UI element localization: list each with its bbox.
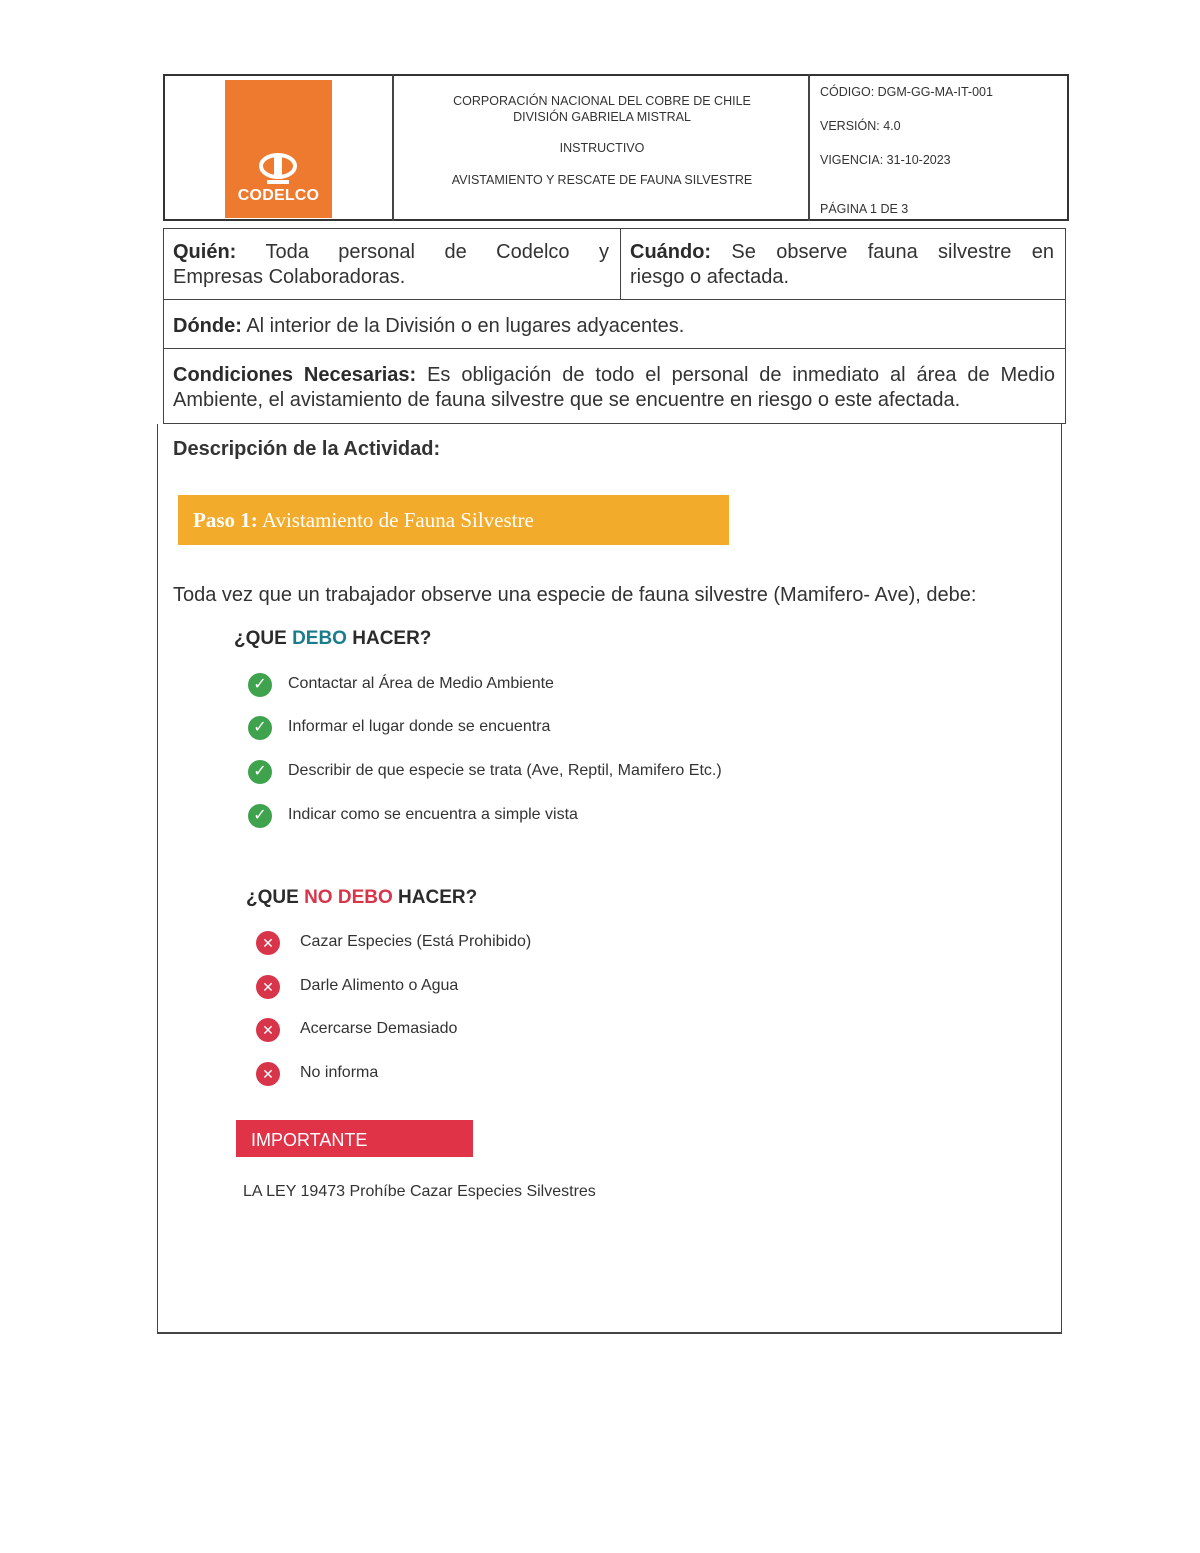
document-version: VERSIÓN: 4.0 [820, 119, 901, 133]
table-border [620, 228, 621, 299]
quien-line1: Quién: Toda personal de Codelco y [173, 241, 609, 263]
list-item: Darle Alimento o Agua [300, 977, 459, 994]
list-item: No informa [300, 1064, 379, 1081]
x-circle-icon: ✕ [256, 1062, 280, 1086]
document-title: AVISTAMIENTO Y RESCATE DE FAUNA SILVESTRE [451, 173, 753, 187]
importante-banner: IMPORTANTE [236, 1120, 473, 1157]
quien-label: Quién: [173, 241, 237, 263]
table-border [1061, 424, 1062, 1333]
document-type: INSTRUCTIVO [559, 141, 645, 155]
table-border [163, 228, 164, 424]
check-circle-icon: ✓ [248, 804, 272, 828]
table-border [157, 1332, 1062, 1334]
check-circle-icon: ✓ [248, 716, 272, 740]
cuando-line2: riesgo o afectada. [630, 266, 789, 288]
page-number: PÁGINA 1 DE 3 [820, 202, 909, 216]
condiciones-line1: Condiciones Necesarias: Es obligación de todo el personal de inmediato al área de Medio [173, 364, 1055, 386]
descripcion-title: Descripción de la Actividad: [173, 438, 441, 460]
logo-text: CODELCO [237, 187, 320, 204]
table-border [163, 299, 1066, 300]
donde-text: Dónde: Al interior de la División o en lugares adyacentes. [173, 315, 685, 337]
table-border [163, 348, 1066, 349]
list-item: Cazar Especies (Está Prohibido) [300, 933, 532, 950]
x-circle-icon: ✕ [256, 975, 280, 999]
table-border [1065, 228, 1066, 424]
donde-label: Dónde: [173, 315, 242, 337]
list-item: Informar el lugar donde se encuentra [288, 718, 551, 735]
importante-text: LA LEY 19473 Prohíbe Cazar Especies Silvestres [243, 1183, 596, 1200]
condiciones-line2: Ambiente, el avistamiento de fauna silvestre que se encuentre en riesgo o este afectada. [173, 389, 961, 411]
debo-highlight: DEBO [292, 628, 347, 649]
check-circle-icon: ✓ [248, 760, 272, 784]
header-divider [392, 74, 394, 221]
no-debo-highlight: NO DEBO [304, 887, 393, 908]
header-divider [808, 74, 810, 221]
quien-line2: Empresas Colaboradoras. [173, 266, 406, 288]
list-item: Contactar al Área de Medio Ambiente [288, 675, 554, 692]
x-circle-icon: ✕ [256, 931, 280, 955]
document-validity: VIGENCIA: 31-10-2023 [820, 153, 951, 167]
codelco-logo [225, 80, 332, 218]
list-item: Acercarse Demasiado [300, 1020, 458, 1037]
corporation-name: CORPORACIÓN NACIONAL DEL COBRE DE CHILE [453, 94, 751, 108]
check-circle-icon: ✓ [248, 673, 272, 697]
table-border [157, 424, 158, 1333]
paso-banner [178, 495, 729, 545]
paso-title: Avistamiento de Fauna Silvestre [261, 508, 534, 532]
cuando-line1: Cuándo: Se observe fauna silvestre en [630, 241, 1054, 263]
list-item: Describir de que especie se trata (Ave, Reptil, Mamifero Etc.) [288, 762, 722, 779]
table-border [163, 228, 1066, 229]
division-name: DIVISIÓN GABRIELA MISTRAL [513, 110, 691, 124]
x-circle-icon: ✕ [256, 1018, 280, 1042]
paso-label: Paso 1: [193, 508, 258, 532]
list-item: Indicar como se encuentra a simple vista [288, 806, 578, 823]
intro-text: Toda vez que un trabajador observe una especie de fauna silvestre (Mamifero- Ave), debe: [173, 584, 977, 606]
cuando-label: Cuándo: [630, 241, 712, 263]
codelco-logo-icon [255, 153, 301, 187]
condiciones-label: Condiciones Necesarias: [173, 364, 417, 386]
table-border [163, 423, 1066, 424]
debo-heading: ¿QUE DEBO HACER? [234, 628, 432, 649]
no-debo-heading: ¿QUE NO DEBO HACER? [246, 887, 478, 908]
document-code: CÓDIGO: DGM-GG-MA-IT-001 [820, 85, 993, 99]
